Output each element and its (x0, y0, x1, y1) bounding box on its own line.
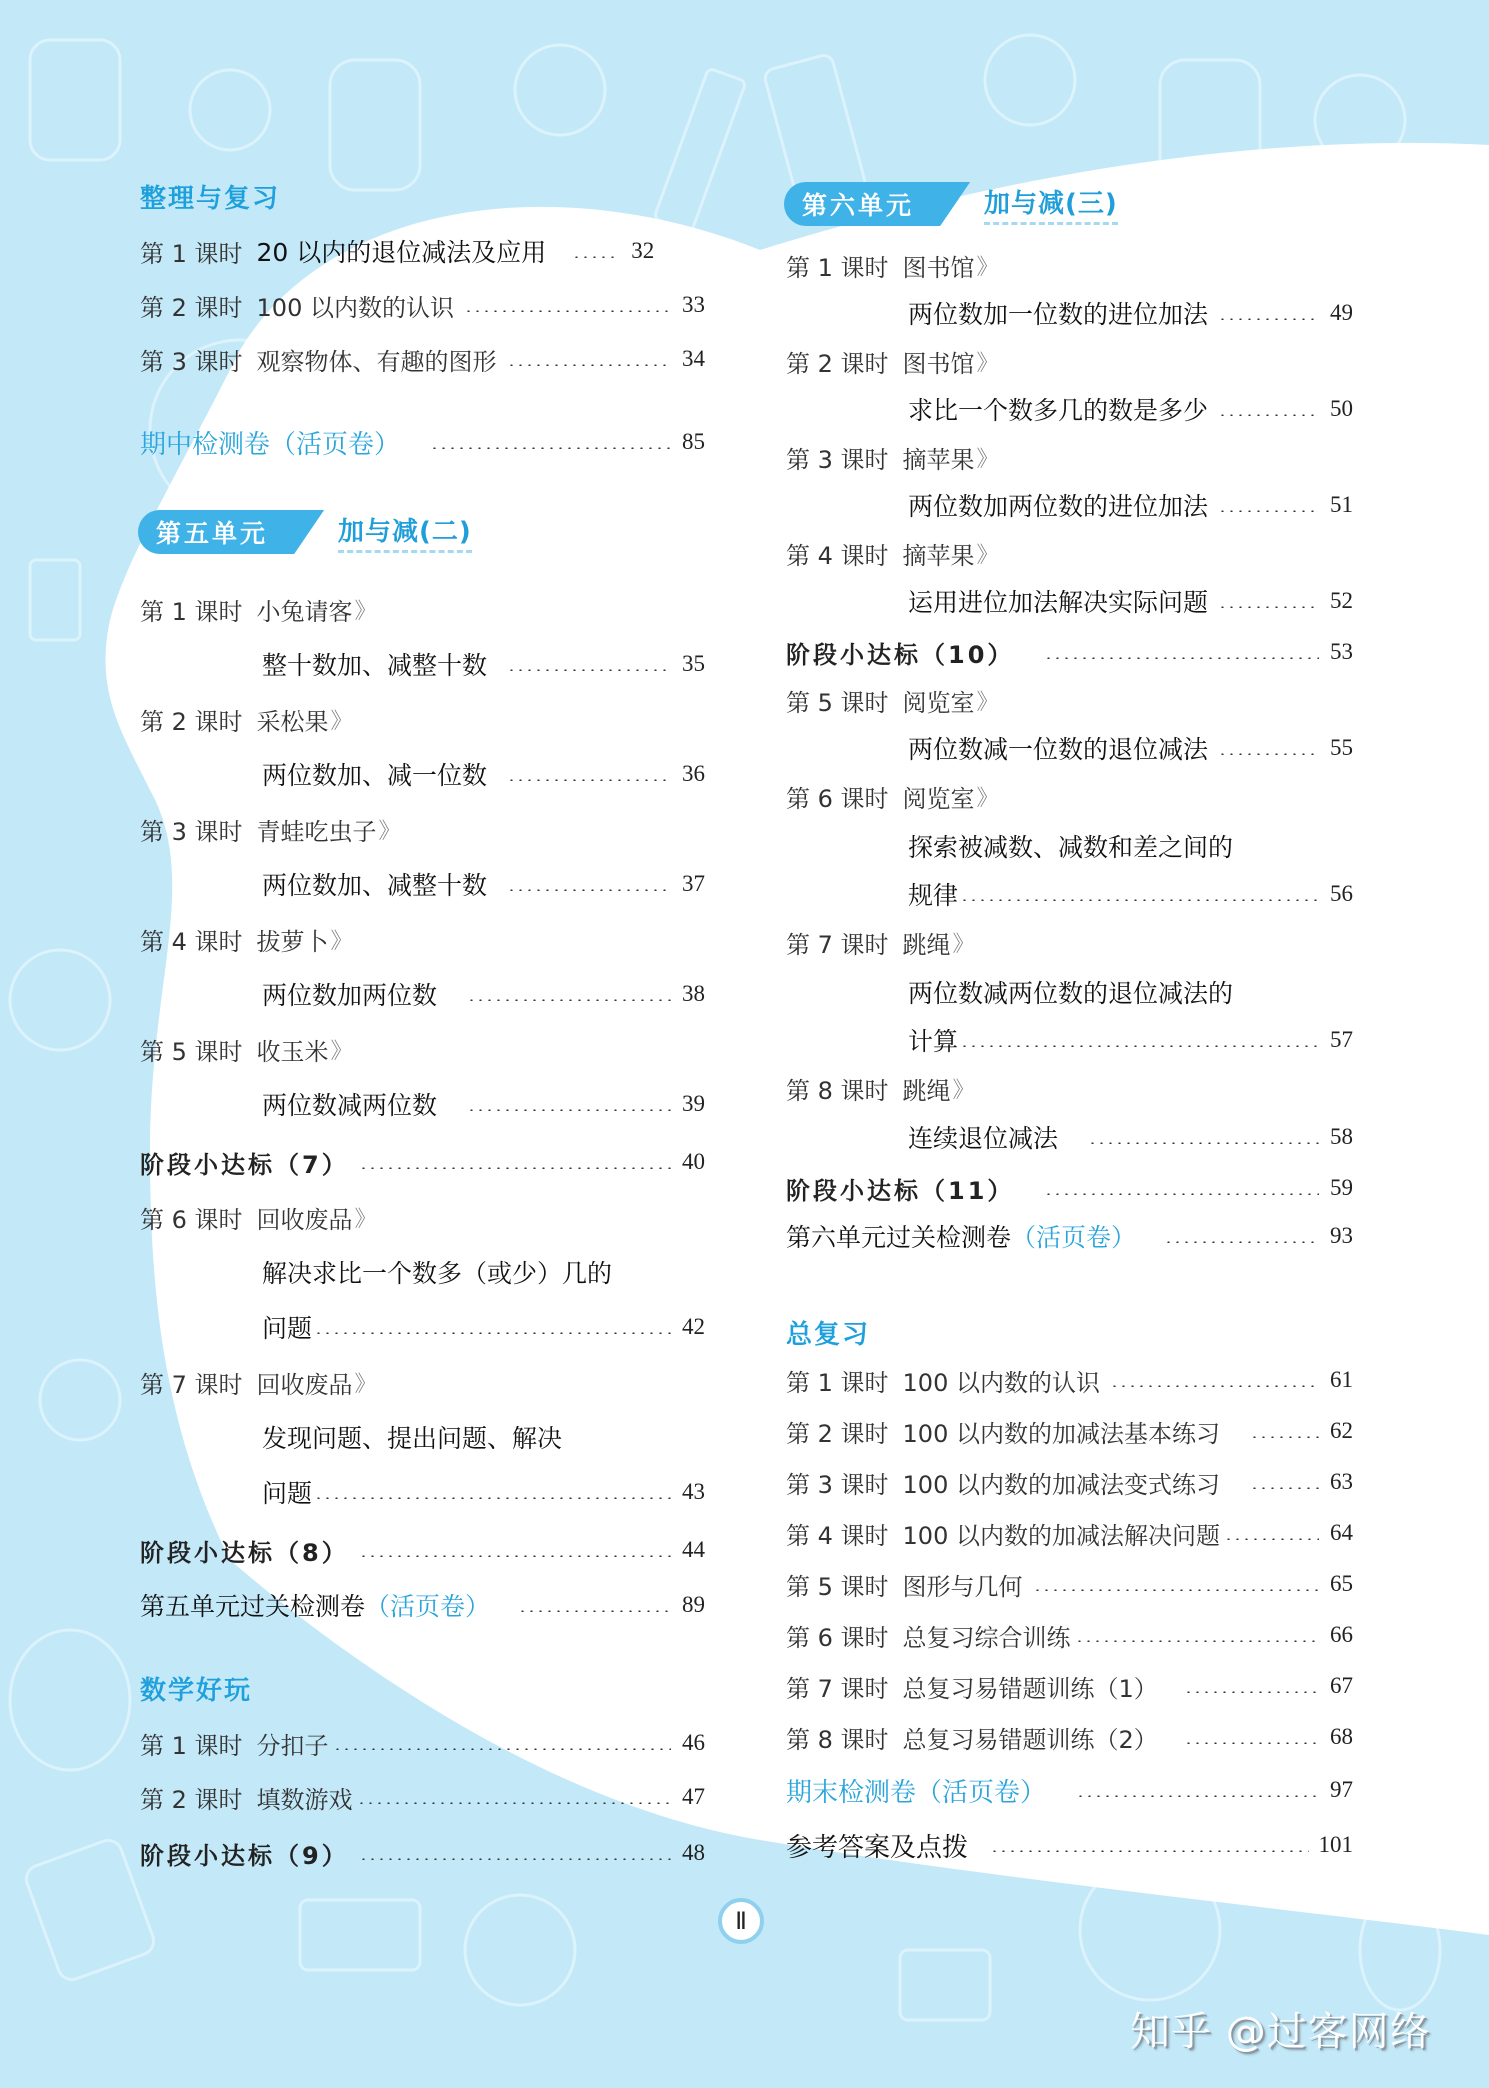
page-number: 61 (1330, 1367, 1353, 1392)
lesson-number: 第 1 课时 (786, 253, 889, 282)
entry-title: 发现问题、提出问题、解决 (262, 1424, 563, 1453)
entry-title: 两位数减两位数 (262, 1091, 438, 1120)
dot-leader (467, 1109, 671, 1111)
entry-title: 运用进位加法解决实际问题 (908, 588, 1209, 617)
lesson-number: 第 4 课时 (140, 927, 243, 956)
page-number: 49 (1330, 300, 1353, 325)
double-chevron-icon: 》 (976, 254, 999, 280)
lesson-topic: 拔萝卜 (256, 927, 329, 956)
dot-leader (960, 899, 1319, 901)
dot-leader (1044, 1193, 1319, 1195)
entry-title: 20 以内的退位减法及应用 (256, 238, 547, 267)
toc-entry-unit-test[interactable] (140, 1585, 705, 1625)
page-number: 44 (682, 1537, 705, 1562)
lesson-topic-row (140, 919, 705, 959)
dot-leader (359, 1555, 671, 1557)
page-number: 39 (682, 1091, 705, 1116)
lesson-topic: 阅览室 (902, 784, 975, 813)
entry-title: 期中检测卷（活页卷） (140, 429, 401, 460)
entry-title: 连续退位减法 (908, 1124, 1059, 1153)
page-number: 67 (1330, 1673, 1353, 1698)
lesson-number: 第 8 课时 (786, 1076, 889, 1105)
page-number: 32 (631, 238, 655, 263)
toc-entry[interactable] (140, 1777, 705, 1817)
dot-leader (1224, 1538, 1319, 1540)
entry-title: 阶段小达标（10） (786, 640, 1015, 669)
entry-title: 填数游戏 (256, 1785, 353, 1814)
toc-entry[interactable] (786, 1117, 1353, 1157)
lesson-number: 第 3 课时 (786, 1470, 889, 1499)
dot-leader (314, 1332, 671, 1334)
entry-title: 两位数减一位数的退位减法 (908, 735, 1209, 764)
unit-tab: 第六单元 (784, 182, 940, 226)
entry-title: 总复习易错题训练（2） (902, 1725, 1158, 1754)
dot-leader (1250, 1487, 1319, 1489)
dot-leader (1218, 414, 1319, 416)
lesson-number: 第 2 课时 (140, 293, 243, 322)
toc-entry[interactable] (786, 1513, 1353, 1553)
entry-title: 问题 (262, 1314, 313, 1343)
lesson-topic-row (786, 1068, 1353, 1108)
lesson-topic-row (140, 1029, 705, 1069)
toc-entry[interactable] (786, 1666, 1353, 1706)
lesson-topic-row (140, 1362, 705, 1402)
entry-title: 整十数加、减整十数 (262, 651, 488, 680)
entry-title-loose-leaf: （活页卷） (1011, 1223, 1137, 1252)
toc-entry[interactable] (786, 1564, 1353, 1604)
lesson-topic-row (786, 533, 1353, 573)
unit-title: 加与减(三) (984, 183, 1118, 225)
page-number: 68 (1330, 1724, 1353, 1749)
toc-entry[interactable] (786, 1615, 1353, 1655)
toc-entry-quiz[interactable] (786, 632, 1353, 672)
double-chevron-icon: 》 (354, 1206, 377, 1232)
dot-leader (467, 999, 671, 1001)
lesson-number: 第 6 课时 (786, 784, 889, 813)
page-number: 37 (682, 871, 705, 896)
page-number: 62 (1330, 1418, 1353, 1443)
entry-title: 100 以内数的加减法变式练习 (902, 1470, 1220, 1499)
lesson-topic: 图书馆 (902, 253, 975, 282)
lesson-topic-row (786, 922, 1353, 962)
dot-leader (1184, 1691, 1319, 1693)
entry-title-line (786, 972, 1353, 1012)
lesson-number: 第 6 课时 (786, 1623, 889, 1652)
page-number: 59 (1330, 1175, 1353, 1200)
toc-entry[interactable] (140, 974, 705, 1014)
entry-title: 两位数加两位数 (262, 981, 438, 1010)
lesson-number: 第 5 课时 (786, 688, 889, 717)
entry-title: 100 以内数的加减法解决问题 (902, 1521, 1220, 1550)
double-chevron-icon: 》 (952, 1077, 975, 1103)
toc-entry[interactable] (786, 1360, 1353, 1400)
page-number: 101 (1318, 1832, 1353, 1857)
page-number: 43 (682, 1479, 705, 1504)
entry-title: 期末检测卷（活页卷） (786, 1777, 1047, 1808)
double-chevron-icon: 》 (976, 446, 999, 472)
toc-entry[interactable] (140, 1084, 705, 1124)
unit-tab: 第五单元 (138, 510, 294, 554)
lesson-topic: 小兔请客 (256, 597, 353, 626)
toc-entry-quiz[interactable] (140, 1142, 705, 1182)
lesson-topic: 图书馆 (902, 349, 975, 378)
dot-leader (1110, 1385, 1319, 1387)
toc-entry[interactable] (140, 285, 705, 325)
dot-leader (1218, 753, 1319, 755)
page-number: 47 (682, 1784, 705, 1809)
lesson-number: 第 1 课时 (140, 239, 243, 268)
lesson-topic: 摘苹果 (902, 445, 975, 474)
page-number: 40 (682, 1149, 705, 1174)
dot-leader (359, 1858, 671, 1860)
dot-leader (464, 310, 671, 312)
entry-title: 两位数加、减整十数 (262, 871, 488, 900)
lesson-number: 第 5 课时 (140, 1037, 243, 1066)
lesson-number: 第 2 课时 (786, 1419, 889, 1448)
dot-leader (1088, 1142, 1319, 1144)
toc-entry[interactable] (140, 339, 705, 379)
entry-title: 探索被减数、减数和差之间的 (908, 833, 1234, 862)
lesson-topic: 采松果 (256, 707, 329, 736)
dot-leader (507, 779, 671, 781)
page-number: 57 (1330, 1027, 1353, 1052)
toc-entry-answers[interactable] (786, 1825, 1353, 1865)
entry-title-line (140, 1417, 705, 1457)
dot-leader (1218, 318, 1319, 320)
page-number: 58 (1330, 1124, 1353, 1149)
section-heading-final-review: 总复习 (786, 1320, 871, 1350)
lesson-number: 第 1 课时 (140, 597, 243, 626)
page-number-badge: Ⅱ (718, 1898, 764, 1944)
toc-entry[interactable] (140, 754, 705, 794)
dot-leader (1250, 1436, 1319, 1438)
page-number: 34 (682, 346, 705, 371)
page-number: 55 (1330, 735, 1353, 760)
lesson-topic: 跳绳 (902, 930, 951, 959)
double-chevron-icon: 》 (952, 931, 975, 957)
lesson-topic-row (786, 776, 1353, 816)
page-number: 53 (1330, 639, 1353, 664)
page-number: 85 (682, 429, 705, 454)
toc-entry-quiz[interactable] (786, 1168, 1353, 1208)
lesson-topic-row (140, 809, 705, 849)
double-chevron-icon: 》 (976, 350, 999, 376)
entry-title: 阶段小达标（11） (786, 1176, 1015, 1205)
page-number: 64 (1330, 1520, 1353, 1545)
lesson-topic: 青蛙吃虫子 (256, 817, 377, 846)
page-number: 38 (682, 981, 705, 1006)
page-number: 56 (1330, 881, 1353, 906)
double-chevron-icon: 》 (378, 818, 401, 844)
lesson-number: 第 4 课时 (786, 1521, 889, 1550)
toc-entry[interactable] (140, 644, 705, 684)
entry-title: 观察物体、有趣的图形 (256, 347, 497, 376)
lesson-number: 第 3 课时 (140, 817, 243, 846)
entry-title-line (786, 826, 1353, 866)
dot-leader (359, 1167, 671, 1169)
toc-entry[interactable] (786, 485, 1353, 525)
lesson-topic-row (786, 680, 1353, 720)
toc-entry-final-exam[interactable] (786, 1770, 1353, 1810)
toc-entry[interactable] (786, 581, 1353, 621)
lesson-topic-row (140, 589, 705, 629)
double-chevron-icon: 》 (976, 542, 999, 568)
dot-leader (572, 256, 620, 258)
toc-entry[interactable] (786, 1717, 1353, 1757)
page-number: 52 (1330, 588, 1353, 613)
toc-entry[interactable] (786, 1411, 1353, 1451)
toc-entry[interactable] (786, 728, 1353, 768)
entry-title: 解决求比一个数多（或少）几的 (262, 1259, 613, 1288)
dot-leader (314, 1497, 671, 1499)
entry-title: 参考答案及点拨 (786, 1832, 969, 1863)
lesson-number: 第 3 课时 (140, 347, 243, 376)
lesson-number: 第 4 课时 (786, 541, 889, 570)
toc-entry[interactable] (786, 389, 1353, 429)
entry-title-loose-leaf: （活页卷） (365, 1592, 491, 1621)
page-number: 97 (1330, 1777, 1353, 1802)
entry-title: 两位数加、减一位数 (262, 761, 488, 790)
section-heading-fun-math: 数学好玩 (140, 1676, 253, 1706)
dot-leader (960, 1045, 1319, 1047)
lesson-number: 第 7 课时 (786, 930, 889, 959)
page-number: 89 (682, 1592, 705, 1617)
lesson-number: 第 7 课时 (140, 1370, 243, 1399)
lesson-number: 第 1 课时 (786, 1368, 889, 1397)
toc-entry[interactable] (786, 1020, 1353, 1060)
dot-leader (507, 364, 671, 366)
dot-leader (430, 447, 671, 449)
unit-5-banner (138, 510, 472, 554)
lesson-number: 第 5 课时 (786, 1572, 889, 1601)
toc-entry[interactable] (140, 1307, 705, 1347)
dot-leader (1076, 1795, 1319, 1797)
entry-title: 阶段小达标（8） (140, 1538, 349, 1567)
lesson-topic-row (140, 1197, 705, 1237)
entry-title: 问题 (262, 1479, 313, 1508)
entry-title: 两位数减两位数的退位减法的 (908, 979, 1234, 1008)
watermark: 知乎 @过客网络 (1130, 2009, 1431, 2055)
entry-title: 阶段小达标（9） (140, 1841, 349, 1870)
toc-entry[interactable] (786, 293, 1353, 333)
dot-leader (1033, 1589, 1319, 1591)
dot-leader (333, 1748, 671, 1750)
double-chevron-icon: 》 (330, 708, 353, 734)
page-number: 33 (682, 292, 705, 317)
unit-title: 加与减(二) (338, 511, 472, 553)
page-number: 50 (1330, 396, 1353, 421)
double-chevron-icon: 》 (354, 1371, 377, 1397)
lesson-topic-row (140, 699, 705, 739)
entry-title: 两位数加一位数的进位加法 (908, 300, 1209, 329)
entry-title: 规律 (908, 881, 959, 910)
page-number: 42 (682, 1314, 705, 1339)
page-number: 66 (1330, 1622, 1353, 1647)
lesson-number: 第 6 课时 (140, 1205, 243, 1234)
entry-title: 计算 (908, 1027, 959, 1056)
lesson-topic-row (786, 245, 1353, 285)
lesson-topic-row (786, 341, 1353, 381)
lesson-number: 第 1 课时 (140, 1731, 243, 1760)
dot-leader (507, 889, 671, 891)
toc-entry[interactable] (786, 874, 1353, 914)
lesson-topic: 回收废品 (256, 1370, 353, 1399)
entry-title: 求比一个数多几的数是多少 (908, 396, 1209, 425)
entry-title: 第五单元过关检测卷 (140, 1592, 366, 1621)
page-number: 51 (1330, 492, 1353, 517)
double-chevron-icon: 》 (976, 785, 999, 811)
lesson-number: 第 2 课时 (140, 707, 243, 736)
entry-title: 100 以内数的认识 (256, 293, 454, 322)
entry-title: 100 以内数的认识 (902, 1368, 1100, 1397)
entry-title: 总复习综合训练 (902, 1623, 1071, 1652)
page-number: 65 (1330, 1571, 1353, 1596)
lesson-number: 第 2 课时 (140, 1785, 243, 1814)
double-chevron-icon: 》 (330, 928, 353, 954)
toc-entry[interactable] (140, 1723, 705, 1763)
toc-entry-quiz[interactable] (140, 1833, 705, 1873)
dot-leader (1218, 510, 1319, 512)
toc-entry[interactable] (140, 1472, 705, 1512)
double-chevron-icon: 》 (330, 1038, 353, 1064)
page-number: 46 (682, 1730, 705, 1755)
lesson-topic-row (786, 437, 1353, 477)
entry-title: 100 以内数的加减法基本练习 (902, 1419, 1220, 1448)
toc-entry-quiz[interactable] (140, 1530, 705, 1570)
lesson-topic: 阅览室 (902, 688, 975, 717)
unit-6-banner (784, 182, 1118, 226)
lesson-number: 第 3 课时 (786, 445, 889, 474)
lesson-number: 第 8 课时 (786, 1725, 889, 1754)
dot-leader (1218, 606, 1319, 608)
dot-leader (1044, 657, 1319, 659)
dot-leader (1164, 1241, 1319, 1243)
toc-entry-unit-test[interactable] (786, 1216, 1353, 1256)
toc-entry[interactable] (786, 1462, 1353, 1502)
double-chevron-icon: 》 (976, 689, 999, 715)
page-number: 93 (1330, 1223, 1353, 1248)
entry-title: 总复习易错题训练（1） (902, 1674, 1158, 1703)
lesson-number: 第 7 课时 (786, 1674, 889, 1703)
page-number: 63 (1330, 1469, 1353, 1494)
dot-leader (518, 1610, 671, 1612)
entry-title: 分扣子 (256, 1731, 329, 1760)
section-heading-review: 整理与复习 (140, 184, 281, 214)
double-chevron-icon: 》 (354, 598, 377, 624)
dot-leader (1075, 1640, 1319, 1642)
page-number: 35 (682, 651, 705, 676)
entry-title: 第六单元过关检测卷 (786, 1223, 1012, 1252)
lesson-topic: 摘苹果 (902, 541, 975, 570)
dot-leader (357, 1802, 671, 1804)
lesson-number: 第 2 课时 (786, 349, 889, 378)
lesson-topic: 回收废品 (256, 1205, 353, 1234)
toc-entry[interactable] (140, 231, 705, 271)
entry-title: 图形与几何 (902, 1572, 1023, 1601)
toc-entry[interactable] (140, 864, 705, 904)
page-number: 48 (682, 1840, 705, 1865)
dot-leader (990, 1850, 1308, 1852)
entry-title: 阶段小达标（7） (140, 1150, 349, 1179)
dot-leader (507, 669, 671, 671)
dot-leader (1184, 1742, 1319, 1744)
entry-title: 两位数加两位数的进位加法 (908, 492, 1209, 521)
lesson-topic: 收玉米 (256, 1037, 329, 1066)
page-number: 36 (682, 761, 705, 786)
entry-title-line (140, 1252, 705, 1292)
toc-entry-midterm[interactable] (140, 422, 705, 462)
lesson-topic: 跳绳 (902, 1076, 951, 1105)
